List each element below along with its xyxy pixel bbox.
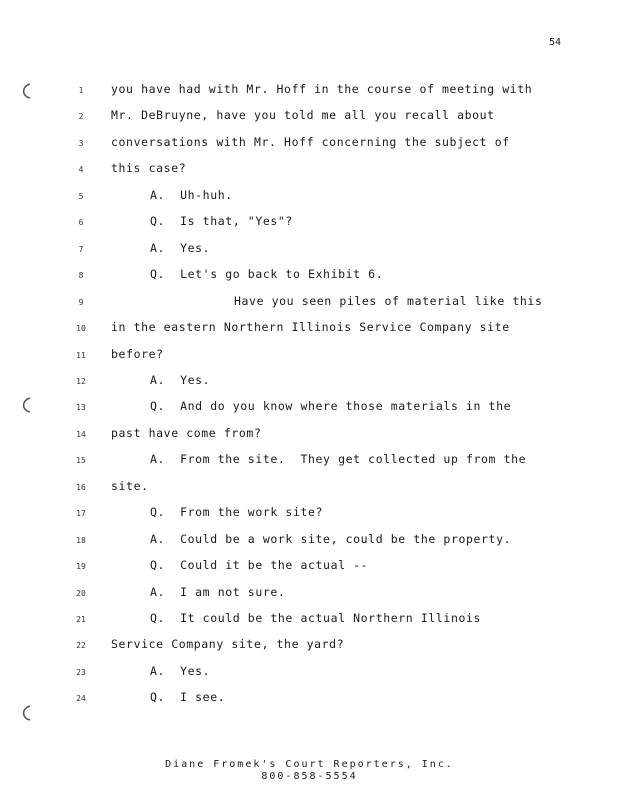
line-number: 23 (76, 668, 86, 677)
footer-phone: 800-858-5554 (261, 771, 358, 782)
transcript-line (0, 241, 619, 257)
transcript-line (0, 611, 619, 627)
transcript-line (0, 585, 619, 601)
line-text: A. From the site. They get collected up from the (150, 452, 527, 466)
line-text: Q. It could be the actual Northern Illinois (150, 611, 482, 625)
footer-company: Diane Fromek's Court Reporters, Inc. (165, 759, 454, 770)
line-number: 20 (76, 589, 86, 598)
line-number: 7 (78, 245, 84, 254)
line-number: 8 (78, 271, 84, 280)
line-number: 15 (76, 456, 86, 465)
line-text: A. I am not sure. (150, 585, 286, 599)
line-number: 6 (78, 218, 84, 227)
transcript-line (0, 479, 619, 495)
line-number: 9 (78, 298, 84, 307)
line-text: A. Yes. (150, 373, 211, 387)
line-text: Q. Let's go back to Exhibit 6. (150, 267, 384, 281)
line-text: A. Yes. (150, 664, 211, 678)
transcript-line (0, 558, 619, 574)
transcript-line (0, 320, 619, 336)
binder-hole-mark (18, 82, 34, 100)
line-text: this case? (111, 161, 187, 175)
transcript-line (0, 294, 619, 310)
line-text: Service Company site, the yard? (111, 637, 345, 651)
transcript-line (0, 82, 619, 98)
line-number: 1 (78, 86, 84, 95)
line-text: Q. Could it be the actual -- (150, 558, 369, 572)
transcript-line (0, 108, 619, 124)
line-number: 2 (78, 112, 84, 121)
line-number: 4 (78, 165, 84, 174)
line-text: site. (111, 479, 149, 493)
transcript-line (0, 664, 619, 680)
line-text: before? (111, 347, 164, 361)
line-text: you have had with Mr. Hoff in the course of meeting with (111, 82, 533, 96)
line-number: 3 (78, 139, 84, 148)
transcript-line (0, 532, 619, 548)
line-number: 24 (76, 694, 86, 703)
line-number: 21 (76, 615, 86, 624)
transcript-line (0, 690, 619, 706)
transcript-line (0, 135, 619, 151)
line-number: 10 (76, 324, 86, 333)
line-text: conversations with Mr. Hoff concerning the subject of (111, 135, 510, 149)
binder-hole-mark (18, 396, 34, 414)
transcript-line (0, 347, 619, 363)
transcript-line (0, 452, 619, 468)
line-number: 11 (76, 351, 86, 360)
line-text: A. Could be a work site, could be the property. (150, 532, 512, 546)
transcript-line (0, 267, 619, 283)
line-text: past have come from? (111, 426, 262, 440)
line-text: Q. From the work site? (150, 505, 324, 519)
line-text: A. Yes. (150, 241, 211, 255)
line-number: 22 (76, 641, 86, 650)
transcript-line (0, 399, 619, 415)
line-text: Mr. DeBruyne, have you told me all you recall about (111, 108, 495, 122)
line-number: 16 (76, 483, 86, 492)
line-number: 17 (76, 509, 86, 518)
transcript-line (0, 214, 619, 230)
line-text: Q. And do you know where those materials in the (150, 399, 512, 413)
transcript-line (0, 188, 619, 204)
transcript-line (0, 426, 619, 442)
line-text: A. Uh-huh. (150, 188, 233, 202)
transcript-line (0, 161, 619, 177)
page-number: 54 (549, 37, 562, 48)
transcript-line (0, 637, 619, 653)
line-number: 13 (76, 403, 86, 412)
line-text: in the eastern Northern Illinois Service Company site (111, 320, 510, 334)
line-text: Q. I see. (150, 690, 226, 704)
line-text: Q. Is that, "Yes"? (150, 214, 293, 228)
transcript-line (0, 373, 619, 389)
line-number: 14 (76, 430, 86, 439)
line-number: 5 (78, 192, 84, 201)
line-text: Have you seen piles of material like this (234, 294, 543, 308)
line-number: 18 (76, 536, 86, 545)
transcript-line (0, 505, 619, 521)
binder-hole-mark (18, 704, 34, 722)
line-number: 19 (76, 562, 86, 571)
line-number: 12 (76, 377, 86, 386)
